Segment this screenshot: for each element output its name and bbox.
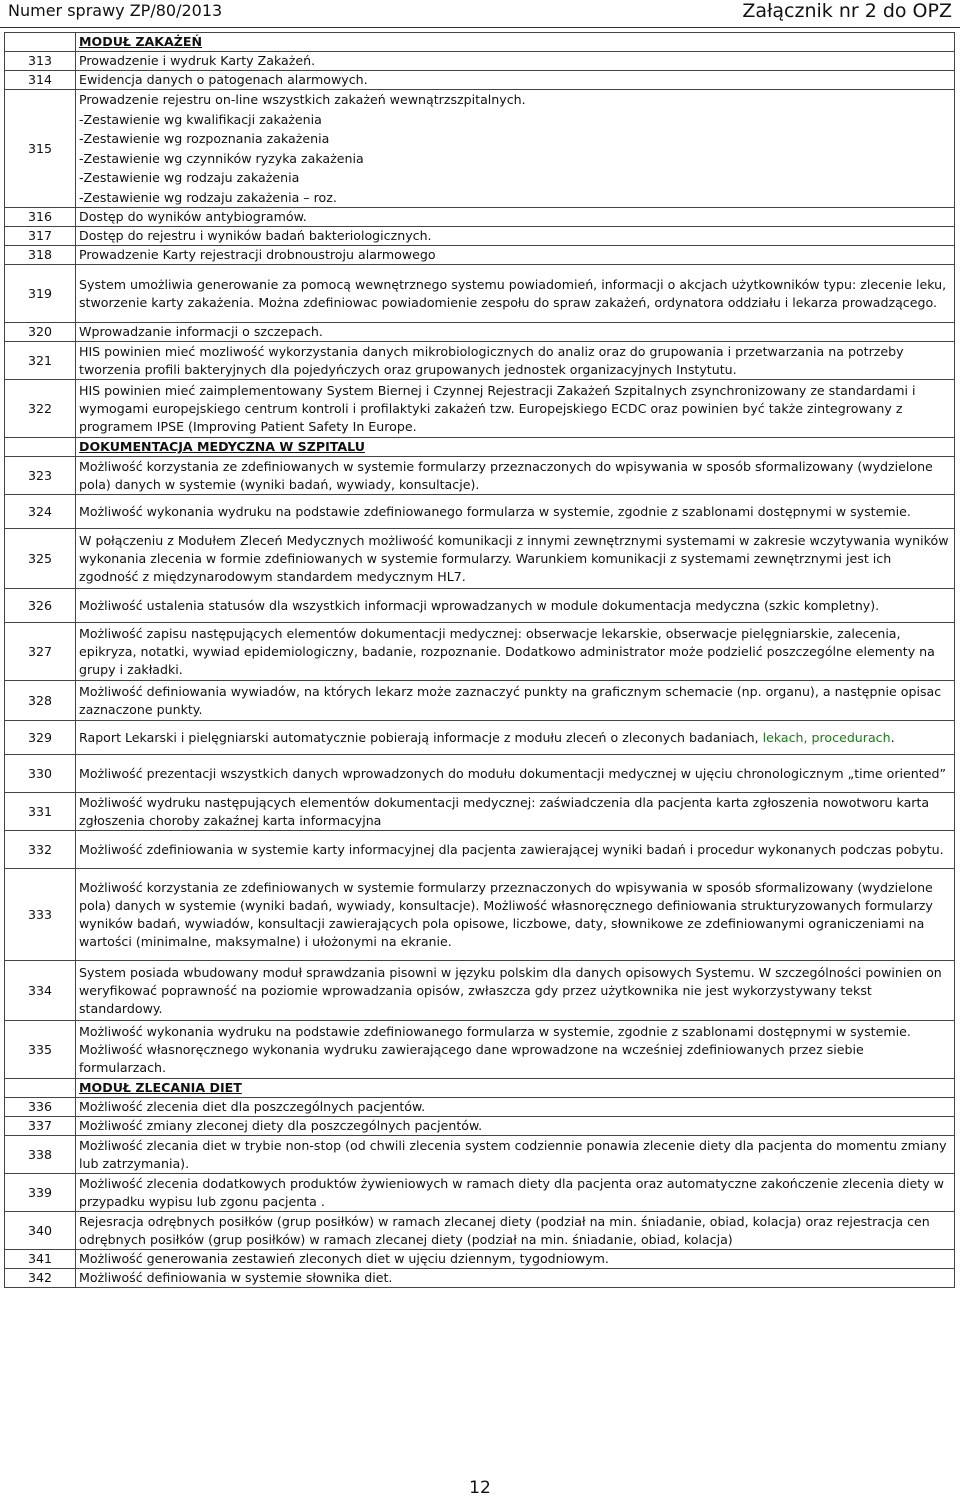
table-row	[5, 227, 955, 246]
requirement-text: Możliwość korzystania ze zdefiniowanych w systemie formularzy przeznaczonych do wpisywania w sposób sformalizowany (wydzielone pola) danych w systemie (wyniki badań, wywiady, konsultacje). Możliwość własnoręcznego definiowania strukturyzowanych formularzy wyników badań, wywiadów, konsultacji zawierających pola opisowe, liczbowe, daty, słownikowe ze zdefiniowanymi ograniczeniami na wartości (minimalne, maksymalne) i ułożonymi na ekranie.	[76, 869, 955, 961]
requirement-text: Możliwość zapisu następujących elementów dokumentacji medycznej: obserwacje lekarskie, obserwacje pielęgniarskie, zalecenia, epikryza, notatki, wywiad epidemiologiczny, badanie, rozpoznanie. Dodatkowo administrator może podzielić poszczególne elementy na grupy i zakładki.	[76, 623, 955, 681]
table-row	[5, 90, 955, 208]
requirement-text: Dostęp do rejestru i wyników badań bakteriologicznych.	[76, 227, 955, 246]
requirement-text: Prowadzenie Karty rejestracji drobnoustroju alarmowego	[76, 246, 955, 265]
table-row	[5, 323, 955, 342]
row-number: 338	[5, 1136, 76, 1174]
header-divider	[0, 27, 960, 28]
row-number: 325	[5, 529, 76, 589]
row-number: 341	[5, 1250, 76, 1269]
row-number: 331	[5, 793, 76, 831]
table-row	[5, 529, 955, 589]
row-number: 329	[5, 721, 76, 755]
requirement-text: Możliwość zlecenia dodatkowych produktów żywieniowych w ramach diety dla pacjenta oraz automatyczne zakończenie zlecenia diety w przypadku wypisu lub zgonu pacjenta .	[76, 1174, 955, 1212]
requirement-text	[76, 721, 955, 755]
requirement-text: Możliwość definiowania w systemie słownika diet.	[76, 1269, 955, 1288]
table-row	[5, 1174, 955, 1212]
requirement-text: Możliwość wykonania wydruku na podstawie zdefiniowanego formularza w systemie, zgodnie z szablonami dostępnymi w systemie.	[76, 495, 955, 529]
table-row	[5, 793, 955, 831]
row-number: 321	[5, 342, 76, 380]
row-number: 333	[5, 869, 76, 961]
section-row	[5, 33, 955, 52]
row-number: 327	[5, 623, 76, 681]
row-number: 314	[5, 71, 76, 90]
requirement-text: Możliwość definiowania wywiadów, na których lekarz może zaznaczyć punkty na graficznym schemacie (np. organu), a następnie opisac zaznaczone punkty.	[76, 681, 955, 721]
requirement-text: Możliwość prezentacji wszystkich danych wprowadzonych do modułu dokumentacji medycznej w ujęciu chronologicznym „time oriented”	[76, 755, 955, 793]
requirement-line: -Zestawienie wg rodzaju zakażenia – roz.	[79, 189, 337, 205]
table-row	[5, 755, 955, 793]
requirement-text: Możliwość korzystania ze zdefiniowanych w systemie formularzy przeznaczonych do wpisywania w sposób sformalizowany (wydzielone pola) danych w systemie (wyniki badań, wywiady, konsultacje).	[76, 457, 955, 495]
section-row	[5, 1079, 955, 1098]
row-number: 334	[5, 961, 76, 1021]
table-row	[5, 246, 955, 265]
requirement-text-main: Raport Lekarski i pielęgniarski automatycznie pobierają informacje z modułu zleceń o zleconych badaniach,	[79, 729, 763, 745]
table-row	[5, 869, 955, 961]
requirement-text: Możliwość ustalenia statusów dla wszystkich informacji wprowadzanych w module dokumentacja medyczna (szkic kompletny).	[76, 589, 955, 623]
table-row	[5, 71, 955, 90]
table-row	[5, 342, 955, 380]
requirement-text: Możliwość zlecenia diet dla poszczególnych pacjentów.	[76, 1098, 955, 1117]
requirement-line: -Zestawienie wg rozpoznania zakażenia	[79, 131, 330, 146]
section-heading: DOKUMENTACJA MEDYCZNA W SZPITALU	[76, 438, 955, 457]
table-row	[5, 623, 955, 681]
row-number: 316	[5, 208, 76, 227]
row-number: 323	[5, 457, 76, 495]
requirement-text: System umożliwia generowanie za pomocą wewnętrznego systemu powiadomień, informacji o akcjach użytkowników typu: zlecenie leku, stworzenie karty zakażenia. Można zdefiniowac powiadomienie zespołu do spraw zakażeń, ordynatora oddziału i lekarza prowadzącego.	[76, 265, 955, 323]
requirement-text: HIS powinien mieć zaimplementowany System Biernej i Czynnej Rejestracji Zakażeń Szpitalnych zsynchronizowany ze standardami i wymogami europejskiego centrum kontroli i profilaktyki zakażeń tzw. Europejskiego ECDC oraz powinien być także zintegrowany z programem IPSE (Improving Patient Safety In Europe.	[76, 380, 955, 438]
page-number: 12	[469, 1478, 491, 1498]
requirement-text: Wprowadzanie informacji o szczepach.	[76, 323, 955, 342]
row-number: 318	[5, 246, 76, 265]
table-row	[5, 589, 955, 623]
requirement-text: Rejesracja odrębnych posiłków (grup posiłków) w ramach zlecanej diety (podział na min. śniadanie, obiad, kolacja) oraz rejestracja cen odrębnych posiłków (grup posiłków) w ramach zlecanej diety (podział na min. śniadanie, obiad, kolacja)	[76, 1212, 955, 1250]
requirement-text: Dostęp do wyników antybiogramów.	[76, 208, 955, 227]
section-heading: MODUŁ ZAKAŻEŃ	[76, 33, 955, 52]
table-row	[5, 1117, 955, 1136]
row-number: 330	[5, 755, 76, 793]
row-number	[5, 1079, 76, 1098]
requirement-text: W połączeniu z Modułem Zleceń Medycznych możliwość komunikacji z innymi zewnętrznymi systemami w zakresie wczytywania wyników wykonania zlecenia w formie zdefiniowanych w systemie formularzy. Warunkiem komunikacji z systemami zewnętrznymi jest ich zgodność z międzynarodowym standardem medycznym HL7.	[76, 529, 955, 589]
row-number: 313	[5, 52, 76, 71]
row-number: 317	[5, 227, 76, 246]
requirement-text	[76, 90, 955, 208]
row-number: 324	[5, 495, 76, 529]
requirement-text: Możliwość zmiany zleconej diety dla poszczególnych pacjentów.	[76, 1117, 955, 1136]
row-number: 339	[5, 1174, 76, 1212]
requirement-text: HIS powinien mieć mozliwość wykorzystania danych mikrobiologicznych do analiz oraz do grupowania i przetwarzania na potrzeby tworzenia profili bakteryjnych dla pojedyńczych oraz grupowanych jednostek organizacyjnych Instytutu.	[76, 342, 955, 380]
table-row	[5, 961, 955, 1021]
table-row	[5, 380, 955, 438]
case-number: Numer sprawy ZP/80/2013	[8, 1, 223, 20]
page-header	[0, 0, 960, 26]
highlighted-text: lekach, procedurach	[762, 729, 891, 745]
row-number: 342	[5, 1269, 76, 1288]
requirement-line: Prowadzenie rejestru on-line wszystkich zakażeń wewnątrzszpitalnych.	[79, 92, 526, 107]
row-number	[5, 33, 76, 52]
row-number: 326	[5, 589, 76, 623]
requirement-text: Możliwość zdefiniowania w systemie karty informacyjnej dla pacjenta zawierającej wyniki badań i procedur wykonanych podczas pobytu.	[76, 831, 955, 869]
table-row	[5, 831, 955, 869]
requirement-text: Możliwość wydruku następujących elementów dokumentacji medycznej: zaświadczenia dla pacjenta karta zgłoszenia nowotworu karta zgłoszenia choroby zakaźnej karta informacyjna	[76, 793, 955, 831]
row-number: 336	[5, 1098, 76, 1117]
row-number: 332	[5, 831, 76, 869]
table-row	[5, 1021, 955, 1079]
requirement-text: Ewidencja danych o patogenach alarmowych.	[76, 71, 955, 90]
requirement-line: -Zestawienie wg kwalifikacji zakażenia	[79, 111, 322, 127]
row-number	[5, 438, 76, 457]
table-row	[5, 495, 955, 529]
requirement-text: System posiada wbudowany moduł sprawdzania pisowni w języku polskim dla danych opisowych Systemu. W szczególności powinien on weryfikować poprawność na poziomie wprowadzania opisów, zwłaszcza gdy przez użytkownika nie jest wykorzystywany tekst standardowy.	[76, 961, 955, 1021]
row-number: 319	[5, 265, 76, 323]
table-row	[5, 1098, 955, 1117]
table-row	[5, 1269, 955, 1288]
requirement-text-end: .	[890, 729, 895, 745]
row-number: 340	[5, 1212, 76, 1250]
table-row	[5, 265, 955, 323]
section-row	[5, 438, 955, 457]
row-number: 322	[5, 380, 76, 438]
row-number: 315	[5, 90, 76, 208]
row-number: 337	[5, 1117, 76, 1136]
requirements-table	[4, 32, 955, 1288]
table-row	[5, 208, 955, 227]
requirement-text: Możliwość wykonania wydruku na podstawie zdefiniowanego formularza w systemie, zgodnie z szablonami dostępnymi w systemie. Możliwość własnoręcznego wykonania wydruku zawierającego dane wprowadzone na wcześniej zdefiniowanych przez siebie formularzach.	[76, 1021, 955, 1079]
section-heading: MODUŁ ZLECANIA DIET	[76, 1079, 955, 1098]
requirement-text: Możliwość generowania zestawień zleconych diet w ujęciu dziennym, tygodniowym.	[76, 1250, 955, 1269]
table-row	[5, 457, 955, 495]
requirement-line: -Zestawienie wg rodzaju zakażenia	[79, 170, 300, 185]
table-row	[5, 1212, 955, 1250]
requirement-text: Prowadzenie i wydruk Karty Zakażeń.	[76, 52, 955, 71]
table-row	[5, 52, 955, 71]
row-number: 320	[5, 323, 76, 342]
row-number: 328	[5, 681, 76, 721]
table-row	[5, 681, 955, 721]
table-row	[5, 1136, 955, 1174]
requirement-text: Możliwość zlecania diet w trybie non-stop (od chwili zlecenia system codziennie ponawia zlecenie diety dla pacjenta do momentu zmiany lub zatrzymania).	[76, 1136, 955, 1174]
table-row	[5, 1250, 955, 1269]
row-number: 335	[5, 1021, 76, 1079]
table-row	[5, 721, 955, 755]
attachment-title: Załącznik nr 2 do OPZ	[742, 0, 952, 22]
requirement-line: -Zestawienie wg czynników ryzyka zakażenia	[79, 150, 364, 166]
